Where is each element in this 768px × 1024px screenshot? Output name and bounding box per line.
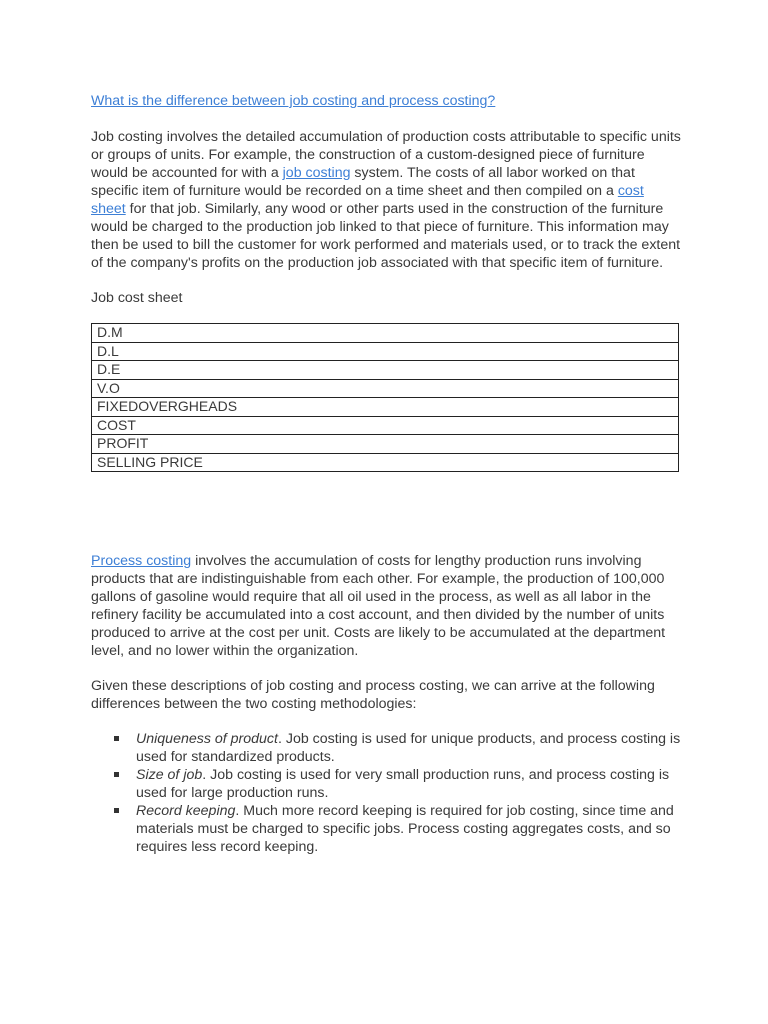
- process-costing-link[interactable]: Process costing: [91, 553, 192, 569]
- table-cell: SELLING PRICE: [92, 453, 679, 472]
- table-cell: V.O: [92, 379, 679, 398]
- difference-text: . Job costing is used for unique products, and process costing is used for standardized products.: [136, 731, 681, 765]
- table-row: [92, 453, 679, 472]
- table-row: [92, 361, 679, 380]
- list-item: [136, 802, 681, 856]
- list-item: [136, 766, 681, 802]
- differences-list: [91, 730, 681, 856]
- page-title: [91, 92, 681, 110]
- job-costing-text-2: system. The costs of all labor worked on that specific item of furniture would be recorded on a time sheet and then compiled on a: [91, 165, 635, 199]
- difference-term: Uniqueness of product: [136, 731, 278, 747]
- job-cost-sheet-label: Job cost sheet: [91, 290, 183, 306]
- process-costing-paragraph: [91, 552, 681, 660]
- title-link[interactable]: What is the difference between job costing and process costing?: [91, 93, 496, 109]
- job-costing-link[interactable]: job costing: [282, 165, 351, 181]
- table-cell: COST: [92, 416, 679, 435]
- difference-text: . Job costing is used for very small production runs, and process costing is used for large production runs.: [136, 767, 670, 801]
- table-cell: PROFIT: [92, 435, 679, 454]
- job-costing-paragraph: [91, 128, 681, 272]
- bullet-icon: [114, 772, 119, 777]
- job-cost-sheet-table: [91, 323, 679, 472]
- table-row: [92, 435, 679, 454]
- cost-sheet-link[interactable]: cost sheet: [91, 183, 644, 217]
- document-page: [91, 92, 681, 856]
- bullet-icon: [114, 736, 119, 741]
- table-cell: D.M: [92, 324, 679, 343]
- job-costing-text-1: Job costing involves the detailed accumulation of production costs attributable to specific units or groups of units. For example, the construction of a custom-designed piece of furniture would be accounted for with a: [91, 129, 681, 181]
- list-item: [136, 730, 681, 766]
- difference-term: Size of job: [136, 767, 203, 783]
- process-costing-text: involves the accumulation of costs for lengthy production runs involving products that are indistinguishable from each other. For example, the production of 100,000 gallons of gasoline would require that all oil used in the process, as well as all labor in the refinery facility be accumulated into a cost account, and then divided by the number of units produced to arrive at the cost per unit. Costs are likely to be accumulated at the department level, and no lower within the organization.: [91, 553, 666, 659]
- bullet-icon: [114, 808, 119, 813]
- table-row: [92, 416, 679, 435]
- job-costing-text-3: for that job. Similarly, any wood or other parts used in the construction of the furniture would be charged to the production job linked to that piece of furniture. This information may then be used to bill the customer for work performed and materials used, or to track the extent of the company's profits on the production job associated with that specific item of furniture.: [91, 201, 681, 271]
- differences-intro: Given these descriptions of job costing and process costing, we can arrive at the following differences between the two costing methodologies:: [91, 678, 655, 712]
- table-row: [92, 324, 679, 343]
- table-cell: D.L: [92, 342, 679, 361]
- table-row: [92, 342, 679, 361]
- table-row: [92, 398, 679, 417]
- difference-term: Record keeping: [136, 803, 236, 819]
- table-cell: D.E: [92, 361, 679, 380]
- difference-text: . Much more record keeping is required for job costing, since time and materials must be charged to specific jobs. Process costing aggregates costs, and so requires less record keeping.: [136, 803, 674, 855]
- table-cell: FIXEDOVERGHEADS: [92, 398, 679, 417]
- table-row: [92, 379, 679, 398]
